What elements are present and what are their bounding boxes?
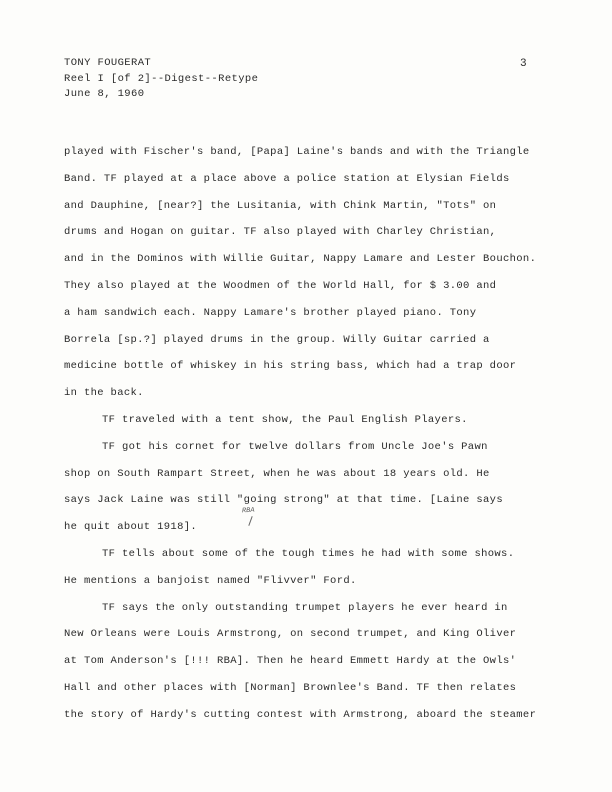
text-line: TF got his cornet for twelve dollars from Uncle Joe's Pawn [102,440,488,453]
text-line: TF says the only outstanding trumpet players he ever heard in [102,601,508,614]
page-number: 3 [520,58,527,70]
text-line: medicine bottle of whiskey in his string bass, which had a trap door [64,360,517,373]
text-line: TF tells about some of the tough times he had with some shows. [102,547,515,560]
text-line: at Tom Anderson's [!!! RBA]. Then he heard Emmett Hardy at the Owls' [64,655,517,668]
document-header [64,56,258,103]
text-line: played with Fischer's band, [Papa] Laine's bands and with the Triangle [64,146,530,158]
text-line: the story of Hardy's cutting contest with Armstrong, aboard the steamer [64,708,537,721]
text-line: a ham sandwich each. Nappy Lamare's brother played piano. Tony [64,306,477,319]
text-line: Borrela [sp.?] played drums in the group. Willy Guitar carried a [64,333,490,346]
text-line: he quit about 1918]. [64,521,198,534]
interviewee-name: TONY FOUGERAT [64,57,152,69]
text-line: Hall and other places with [Norman] Brownlee's Band. TF then relates [64,681,517,694]
text-line: and Dauphine, [near?] the Lusitania, with Chink Martin, "Tots" on [64,199,497,212]
text-line: says Jack Laine was still "going strong" at that time. [Laine says [64,494,503,507]
text-line: shop on South Rampart Street, when he was about 18 years old. He [64,467,490,480]
text-line: New Orleans were Louis Armstrong, on second trumpet, and King Oliver [64,628,517,641]
transcript-body [64,139,584,729]
text-line: in the back. [64,387,144,400]
text-line: Band. TF played at a place above a police station at Elysian Fields [64,172,510,185]
text-line: and in the Dominos with Willie Guitar, Nappy Lamare and Lester Bouchon. [64,253,537,266]
text-line: He mentions a banjoist named "Flivver" Ford. [64,574,357,587]
reel-info: Reel I [of 2]--Digest--Retype [64,72,259,85]
interview-date: June 8, 1960 [64,88,145,100]
text-line: drums and Hogan on guitar. TF also played with Charley Christian, [64,226,497,239]
text-line: TF traveled with a tent show, the Paul English Players. [102,413,468,426]
text-line: They also played at the Woodmen of the World Hall, for $ 3.00 and [64,279,497,292]
handwritten-annotation: RBA [241,506,255,516]
